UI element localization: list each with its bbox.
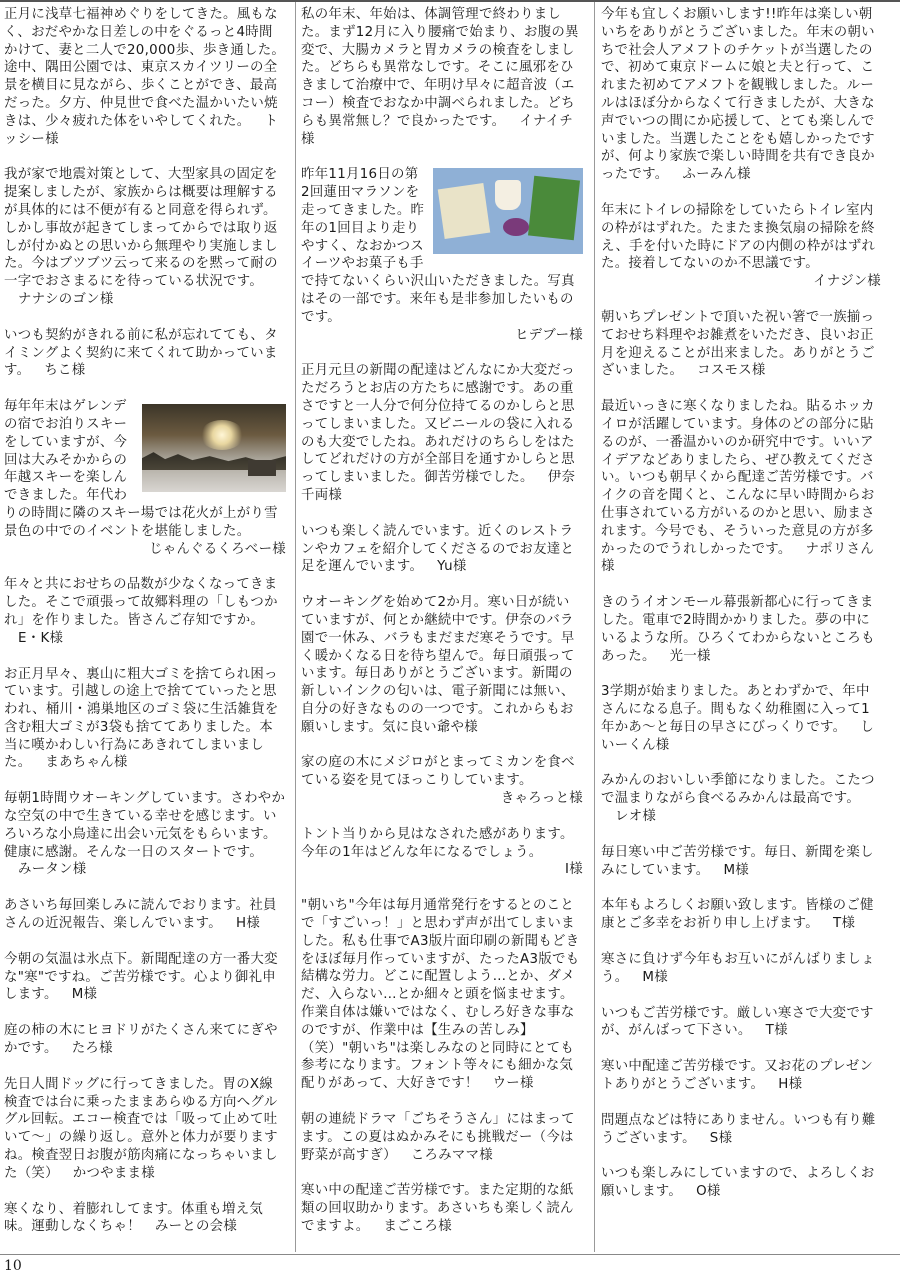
letter-signature: M様 (71, 987, 98, 1003)
reader-letter: 寒い中配達ご苦労様です。又お花のプレゼントありがとうございます。 H様 (601, 1059, 874, 1093)
reader-letter: 今年も宜しくお願いします!!昨年は楽しい朝いちをありがとうございました。年末の朝いちで社会人アメフトのチケットが当選したので、初めて東京ドームに娘と夫と行って、これまた初めてアメフトを観戦しました。ルールはほぼ分からなくて行きましたが、大きな声でいつの間にか応援して、とても楽しんでいました。当選したことをも嬉しかったですが、何より家族で楽しい時間を共有でき良かったです。 ふーみん様 (601, 7, 875, 183)
reader-letter: 正月元旦の新聞の配達はどんなにか大変だっただろうとお店の方たちに感謝です。あの重さですと一人分で何分位持てるのかしらと思ってしまいました。又ビニールの袋に入れるのも大変でしたね。あれだけのちらしをはたしてどれだけの方が全部目を通すかしらと思ってしまいました。御苦労様でした。 伊奈千両様 (301, 363, 576, 503)
letter-signature: E・K様 (18, 630, 64, 646)
reader-letter-with-photo: 毎年年末はゲレンデの宿でお泊りスキーをしていますが、今回は大みそかからの年越スキーを楽しんできました。年代わりの時間に隣のスキー場では花火が上がり雪景色の中でのイベントを堪能しました。 じゃんぐるくろべー様 (4, 399, 286, 557)
reader-letter: トント当りから見はなされた感があります。今年の1年はどんな年になるでしょう。 I様 (301, 826, 583, 878)
reader-letter: 年末にトイレの掃除をしていたらトイレ室内の枠がはずれた。たまたま換気扇の掃除を終え、手を付いた時にドアの内側の枠がはずれた。接着してないのか不思議です。 イナジン様 (601, 202, 881, 290)
letter-signature: コスモス様 (697, 363, 766, 379)
reader-letter: 寒さに負けず今年もお互いにがんばりましょう。 M様 (601, 952, 875, 985)
column-divider (295, 2, 296, 1252)
reader-letter: いつも契約がきれる前に私が忘れてても、タイミングよく契約に来てくれて助かっています。 ちこ様 (4, 327, 278, 379)
letter-signature: I様 (565, 862, 583, 878)
reader-letter: きのうイオンモール幕張新都心に行ってきました。電車で2時間かかりました。夢の中にいるような所。ひろくてわからないところもあった。 光一様 (601, 595, 875, 664)
letter-signature: 伊奈千両様 (301, 470, 576, 503)
reader-letter: 家の庭の木にメジロがとまってミカンを食べている姿を見てほっこりしています。 きゃろっと様 (301, 755, 583, 807)
reader-letter: ウオーキングを始めて2か月。寒い日が続いていますが、何とか継続中です。伊奈のバラ園で一休み、バラもまだまだ寒そうです。早く暖かくなる日を待ち望んで。毎日頑張っています。毎日ありがとうございます。新聞の新しいインクの匂いは、電子新聞には無い、自分の好きなものの一つです。これからもお願いします。気に良い爺や様 (301, 595, 575, 735)
column-right (601, 6, 881, 1219)
letter-signature: まごころ様 (383, 1219, 452, 1235)
reader-letter: いつも楽しみにしていますので、よろしくお願いします。 O様 (601, 1166, 875, 1200)
ski-fireworks-photo (142, 404, 286, 492)
letter-signature: T様 (832, 916, 856, 932)
letter-signature: トッシー様 (4, 113, 279, 147)
reader-letter: 最近いっきに寒くなりましたね。貼るホッカイロが活躍しています。身体のどの部分に貼るのが、一番温かいのか研究中です。いいアイデアなどありましたら、ぜひ教えてください。いつも朝早くから配達ご苦労様です。バイクの音を聞くと、こんなに早い時間からお仕事されている方がいるのかと思い、励まされます。今号でも、そういった意見の方が多かったのでうれしかったです。 ナポリさん様 (601, 399, 875, 575)
letter-signature: ふーみん様 (682, 167, 751, 183)
letter-signature: M様 (642, 969, 668, 985)
letter-signature: じゃんぐるくろべー様 (149, 541, 286, 557)
letter-signature: ナナシのゴン様 (18, 291, 114, 307)
letter-signature: まあちゃん様 (45, 755, 128, 771)
top-rule (0, 0, 900, 2)
reader-letter: 3学期が始まりました。あとわずかで、年中さんになる息子。間もなく幼稚園に入って1年かあ〜と毎日の早さにびっくりです。 しいーくん様 (601, 684, 875, 753)
reader-letter: "朝いち"今年は毎月通常発行をするとのことで「すごいっ！」と思わず声が出てしまいました。私も仕事でA3版片面印刷の新聞もどきをほぼ毎月作っていますが、たったA3版でも結構な労力。どこに配置しよう…とか、ダメだ、入らない…とか細々と頭を悩ませます。作業自体は嫌いではなく、むしろ好きな事なのですが、作業中は【生みの苦しみ】（笑）"朝いち"は楽しみなのと同時にとても参考になります。フォント等々にも細かな気配りがあって、大好きです！ ウー様 (301, 898, 580, 1092)
reader-letter: 本年もよろしくお願い致します。皆様のご健康とご多幸をお祈り申し上げます。 T様 (601, 898, 874, 932)
reader-letter: みかんのおいしい季節になりました。こたつで温まりながら食べるみかんは最高です。レオ様 (601, 773, 875, 825)
column-left (4, 6, 286, 1254)
letter-signature: ちこ様 (44, 363, 86, 379)
letter-signature: H様 (235, 916, 261, 932)
reader-letter: 正月に浅草七福神めぐりをしてきた。風もなく、おだやかな日差しの中をぐるっと4時間かけて、妻と二人で20,000歩、歩き通した。途中、隅田公園では、東京スカイツリーの全景を横目に見ながら、歩くことができ、最高だった。夕方、仲見世で食べた温かいたい焼きは、少々疲れた体をいやしてくれた。 トッシー様 (4, 7, 286, 147)
reader-letter: 朝いちプレゼントで頂いた祝い箸で一族揃っておせち料理やお雑煮をいただき、良いお正月を迎えることが出来ました。ありがとうございました。 コスモス様 (601, 309, 875, 379)
reader-letter: お正月早々、裏山に粗大ゴミを捨てられ困っています。引越しの途上で捨てていったと思われ、桶川・鴻巣地区のゴミ袋に生活雑貨を含む粗大ゴミが3袋も捨ててありました。本当に嘆かわしい行為にあきれてしまいました。 まあちゃん様 (4, 666, 279, 771)
letter-signature: H様 (778, 1077, 803, 1093)
page-number: 10 (4, 1258, 22, 1274)
letter-signature: たろ様 (71, 1041, 113, 1057)
letter-signature: イナジン様 (813, 274, 881, 290)
letter-signature: きゃろっと様 (500, 791, 583, 807)
reader-letter: 寒い中の配達ご苦労様です。また定期的な紙類の回収助かります。あさいちも楽しく読んでますよ。 まごころ様 (301, 1183, 574, 1235)
reader-letter: いつも楽しく読んでいます。近くのレストランやカフェを紹介してくださるのでお友達と足を運んでいます。 Yu様 (301, 523, 575, 575)
reader-letter-with-photo: 昨年11月16日の第2回蓮田マラソンを走ってきました。昨年の1回目より走りやすく、なおかつスイーツやお菓子も手で持てないくらい沢山いただきました。写真はその一部です。来年も是非参加したいものです。 ヒデブー様 (301, 167, 583, 343)
letter-signature: O様 (696, 1184, 721, 1200)
letter-signature: 光一様 (669, 648, 711, 664)
column-divider (594, 2, 595, 1252)
reader-letter: 寒くなり、着膨れしてます。体重も増え気味。運動しなくちゃ！ みーとの会様 (4, 1201, 264, 1235)
reader-letter: 先日人間ドッグに行ってきました。胃のX線検査では台に乗ったままあらゆる方向へグルグル回転。エコー検査では「吸って止めて吐いて〜」の繰り返し。意外と体力が要りますね。検査翌日お腹が筋肉痛になっちゃいました（笑） かつやまま様 (4, 1076, 278, 1181)
letter-signature: イナイチ様 (301, 113, 574, 147)
letter-signature: ウー様 (492, 1076, 534, 1092)
letter-signature: ヒデブー様 (514, 327, 583, 343)
reader-letter: 今朝の気温は氷点下。新聞配達の方一番大変な"寒"ですね。ご苦労様です。心より御礼申します。 M様 (4, 951, 278, 1003)
letter-signature: みーとの会様 (154, 1219, 238, 1235)
reader-letter: いつもご苦労様です。厳しい寒さで大変ですが、がんばって下さい。 T様 (601, 1005, 874, 1039)
reader-letter: 年々と共におせちの品数が少なくなってきました。そこで頑張って故郷料理の「しもつかれ」を作りました。皆さんご存知ですか。E・K様 (4, 577, 278, 646)
letter-signature: S様 (709, 1130, 733, 1146)
reader-letter: あさいち毎回楽しみに読んでおります。社員さんの近況報告、楽しんでいます。 H様 (4, 898, 277, 932)
reader-letter: 庭の柿の木にヒヨドリがたくさん来てにぎやかです。 たろ様 (4, 1023, 278, 1057)
reader-letter: 問題点などは特にありません。いつも有り難うございます。 S様 (601, 1112, 876, 1146)
letter-signature: みータン様 (18, 862, 87, 878)
letter-signature: Yu様 (437, 559, 467, 575)
letter-signature: ナポリさん様 (601, 541, 875, 575)
letter-signature: しいーくん様 (601, 719, 875, 753)
letter-signature: レオ様 (615, 809, 657, 825)
letter-signature: かつやまま様 (72, 1165, 155, 1181)
column-middle (301, 6, 583, 1254)
reader-letter: 毎日寒い中ご苦労様です。毎日、新聞を楽しみにしています。 M様 (601, 844, 874, 878)
marathon-snacks-photo (433, 168, 583, 254)
reader-letter: 我が家で地震対策として、大型家具の固定を提案しましたが、家族からは概要は理解するが具体的には不便が有ると同意を得られず。しかし事故が起きてしまってからでは取り返しが付かぬとの思いから無理やり実施しました。今はブツブツ云って来るのを黙って耐の一字でおさまるにを待っている状況です。ナナシのゴン様 (4, 167, 278, 307)
bottom-rule (0, 1254, 900, 1255)
reader-letter: 毎朝1時間ウオーキングしています。さわやかな空気の中で生きている幸せを感じます。いろいろな小鳥達に出会い元気をもらいます。健康に感謝。そんな一日のスタートです。みータン様 (4, 791, 286, 878)
reader-letter: 私の年末、年始は、体調管理で終わりました。まず12月に入り腰痛で始まり、お腹の異変で、大腸カメラと胃カメラの検査をしました。どちらも異常なしです。そこに風邪をひきまして治療中で、年明け早々に超音波（エコー）検査でおなか中調べられました。どちらも異常無し？で良かったです。 イナイチ様 (301, 7, 579, 147)
reader-letter: 朝の連続ドラマ「ごちそうさん」にはまってます。この夏はぬかみそにも挑戦だー（今は野菜が高すぎ） ころみママ様 (301, 1112, 575, 1163)
letter-signature: M様 (723, 862, 749, 878)
letter-signature: ころみママ様 (410, 1147, 493, 1163)
letter-signature: T様 (765, 1023, 788, 1039)
